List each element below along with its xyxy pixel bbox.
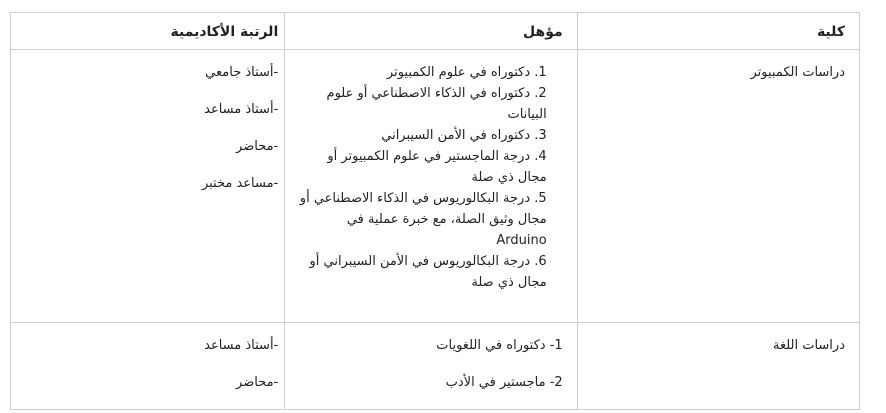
rank-item: -أستاذ مساعد xyxy=(204,102,279,117)
college-name: دراسات اللغة xyxy=(772,338,845,353)
college-name: دراسات الكمبيوتر xyxy=(750,65,845,80)
rank-item: -مساعد مختبر xyxy=(201,176,279,191)
rank-item: -أستاذ مساعد xyxy=(204,338,279,353)
rank-item: -محاضر xyxy=(236,375,279,390)
qualification-item: 2- ماجستير في الأدب xyxy=(445,375,563,390)
cell-ranks xyxy=(11,323,285,410)
table-header-row xyxy=(11,13,860,50)
header-qualification: مؤهل xyxy=(285,13,577,50)
cell-college xyxy=(577,50,859,323)
cell-qualifications xyxy=(285,50,577,323)
table-row xyxy=(11,323,860,410)
qualifications-table-container xyxy=(10,12,860,410)
rank-list xyxy=(25,62,278,194)
qualification-item: 5. درجة البكالوريوس في الذكاء الاصطناعي أو مجال وثيق الصلة، مع خبرة عملية في Arduino xyxy=(299,191,547,248)
qualifications-table xyxy=(10,12,860,410)
cell-college xyxy=(577,323,859,410)
rank-item: -أستاذ جامعي xyxy=(205,65,279,80)
header-rank: الرتبة الأكاديمية xyxy=(11,13,285,50)
qualification-item: 6. درجة البكالوريوس في الأمن السيبراني أو مجال ذي صلة xyxy=(309,254,547,290)
qualification-item: 4. درجة الماجستير في علوم الكمبيوتر أو مجال ذي صلة xyxy=(327,149,547,185)
rank-item: -محاضر xyxy=(236,139,279,154)
qualification-list xyxy=(299,62,562,293)
qualification-item: 2. دكتوراه في الذكاء الاصطناعي أو علوم البيانات xyxy=(326,86,547,122)
qualification-item: 1. دكتوراه في علوم الكمبيوتر xyxy=(386,65,547,80)
cell-qualifications xyxy=(285,323,577,410)
rank-list xyxy=(25,335,278,393)
cell-ranks xyxy=(11,50,285,323)
header-college: كلية xyxy=(577,13,859,50)
qualification-list xyxy=(299,335,562,393)
qualification-item: 3. دكتوراه في الأمن السيبراني xyxy=(381,128,547,143)
table-row xyxy=(11,50,860,323)
qualification-item: 1- دكتوراه في اللغويات xyxy=(436,338,563,353)
